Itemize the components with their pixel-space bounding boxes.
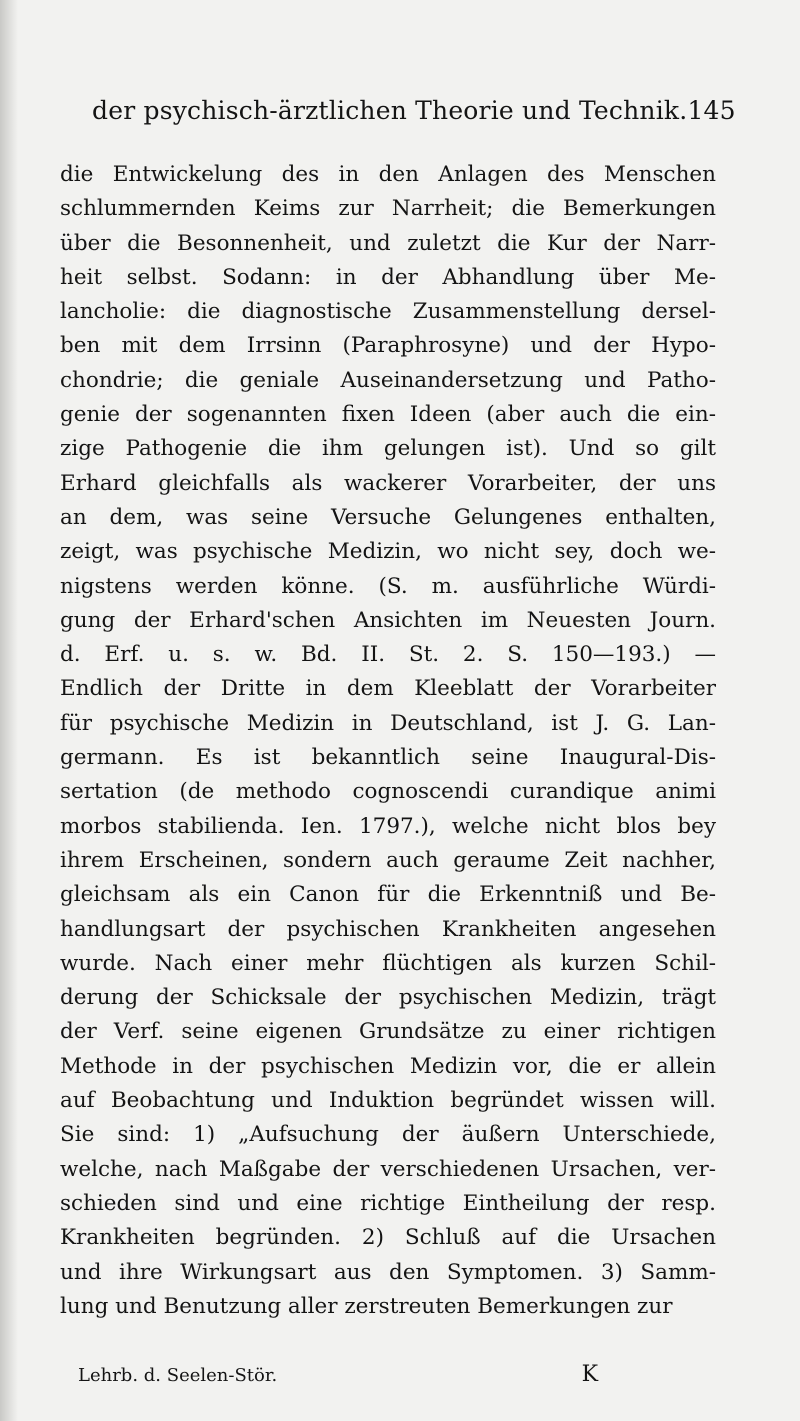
signature-line: Lehrb. d. Seelen-Stör. bbox=[78, 1365, 278, 1386]
text-line: germann. Es ist bekanntlich seine Inaugural-Dis- bbox=[60, 745, 716, 771]
text-line: Sie sind: 1) „Aufsuchung der äußern Unterschiede, bbox=[60, 1122, 716, 1148]
text-line: schieden sind und eine richtige Eintheilung der resp. bbox=[60, 1190, 716, 1216]
text-line: an dem, was seine Versuche Gelungenes enthalten, bbox=[60, 504, 716, 530]
signature-footer bbox=[78, 1362, 598, 1392]
text-line: derung der Schicksale der psychischen Medizin, trägt bbox=[60, 985, 716, 1011]
text-line: nigstens werden könne. (S. m. ausführliche Würdi- bbox=[60, 573, 716, 599]
text-line: für psychische Medizin in Deutschland, ist J. G. Lan- bbox=[60, 710, 716, 736]
text-line: chondrie; die geniale Auseinandersetzung und Patho- bbox=[60, 367, 716, 393]
text-line: d. Erf. u. s. w. Bd. II. St. 2. S. 150—193.) — bbox=[60, 642, 716, 668]
page-number: 145 bbox=[687, 96, 736, 125]
text-line: Krankheiten begründen. 2) Schluß auf die Ursachen bbox=[60, 1225, 716, 1251]
running-head bbox=[92, 96, 736, 136]
text-line: Methode in der psychischen Medizin vor, die er allein bbox=[60, 1053, 716, 1079]
text-line: ben mit dem Irrsinn (Paraphrosyne) und der Hypo- bbox=[60, 333, 716, 359]
text-line: gung der Erhard'schen Ansichten im Neuesten Journ. bbox=[60, 607, 716, 633]
text-line: Erhard gleichfalls als wackerer Vorarbeiter, der uns bbox=[60, 470, 716, 496]
text-line: die Entwickelung des in den Anlagen des Menschen bbox=[60, 162, 716, 187]
body-text bbox=[60, 158, 716, 1324]
text-line: wurde. Nach einer mehr flüchtigen als kurzen Schil- bbox=[60, 950, 716, 976]
text-line: morbos stabilienda. Ien. 1797.), welche nicht blos bey bbox=[60, 813, 716, 839]
running-head-title: der psychisch-ärztlichen Theorie und Technik. bbox=[92, 96, 688, 125]
text-line: handlungsart der psychischen Krankheiten angesehen bbox=[60, 916, 716, 942]
text-line: und ihre Wirkungsart aus den Symptomen. 3) Samm- bbox=[60, 1259, 716, 1285]
text-line: ihrem Erscheinen, sondern auch geraume Zeit nachher, bbox=[60, 847, 716, 873]
text-line: der Verf. seine eigenen Grundsätze zu einer richtigen bbox=[60, 1019, 716, 1045]
text-line: zeigt, was psychische Medizin, wo nicht sey, doch we- bbox=[60, 539, 716, 565]
text-line: zige Pathogenie die ihm gelungen ist). Und so gilt bbox=[60, 436, 716, 462]
text-line: lancholie: die diagnostische Zusammenstellung dersel- bbox=[60, 299, 716, 325]
text-line: heit selbst. Sodann: in der Abhandlung über Me- bbox=[60, 264, 716, 290]
text-line: über die Besonnenheit, und zuletzt die Kur der Narr- bbox=[60, 230, 716, 256]
text-line: sertation (de methodo cognoscendi curandique animi bbox=[60, 779, 716, 805]
text-line: genie der sogenannten fixen Ideen (aber auch die ein- bbox=[60, 402, 716, 428]
signature-mark: K bbox=[581, 1362, 598, 1387]
text-line: Endlich der Dritte in dem Kleeblatt der Vorarbeiter bbox=[60, 676, 716, 702]
text-line: lung und Benutzung aller zerstreuten Bemerkungen zur bbox=[60, 1293, 673, 1319]
text-line: auf Beobachtung und Induktion begründet wissen will. bbox=[60, 1088, 716, 1114]
text-line: welche, nach Maßgabe der verschiedenen Ursachen, ver- bbox=[60, 1156, 716, 1182]
text-line: gleichsam als ein Canon für die Erkenntniß und Be- bbox=[60, 882, 716, 908]
text-line: schlummernden Keims zur Narrheit; die Bemerkungen bbox=[60, 196, 716, 222]
